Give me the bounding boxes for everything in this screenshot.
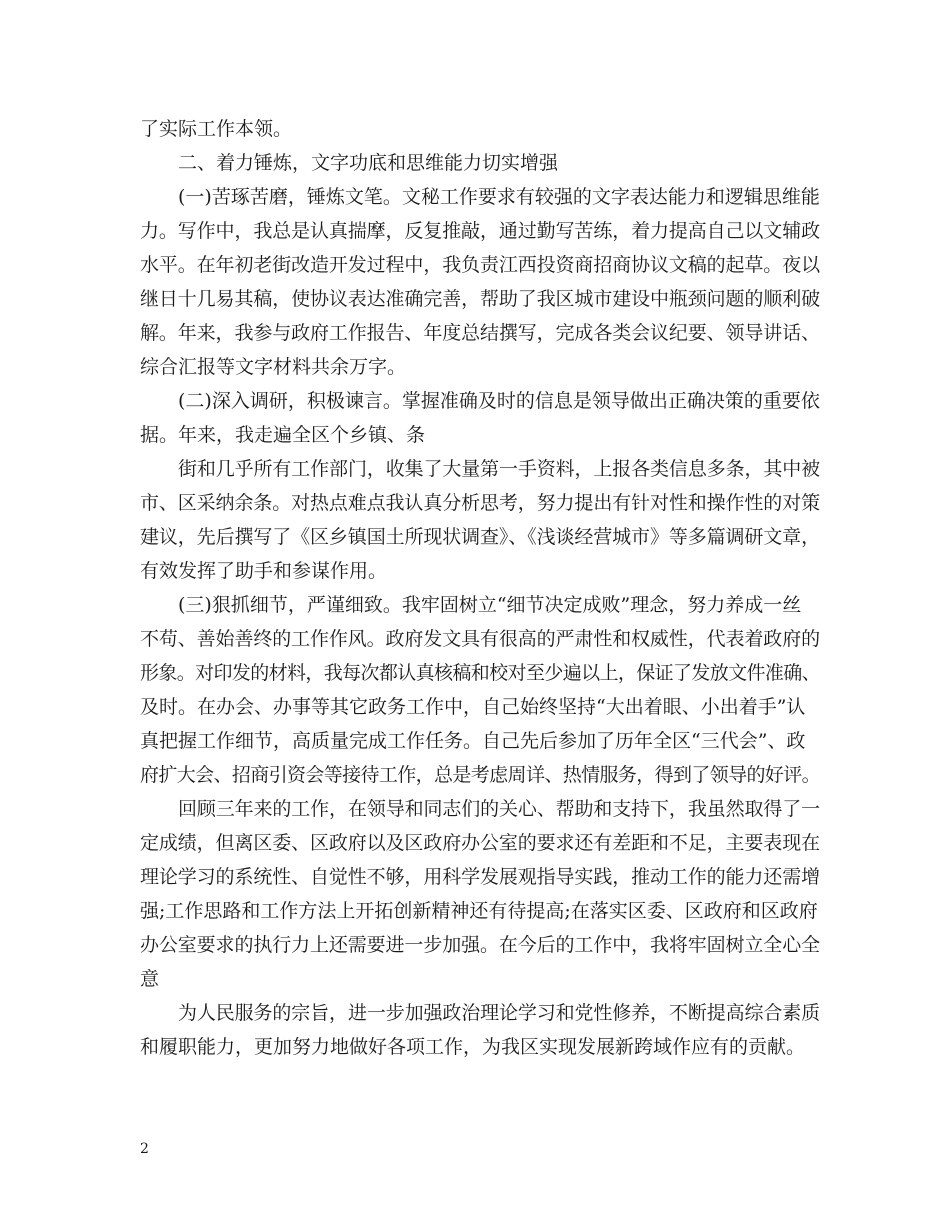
text-line: 据。年来，我走遍全区个乡镇、条 xyxy=(140,424,426,446)
text-line: 力。写作中，我总是认真揣摩，反复推敲，通过勤写苦练，着力提高自己以文辅政 xyxy=(140,220,820,242)
text-line: 了实际工作本领。 xyxy=(140,118,293,140)
text-line: 及时。在办会、办事等其它政务工作中，自己始终坚持“大出着眼、小出着手”认 xyxy=(140,696,806,718)
text-line: (二)深入调研，积极谏言。掌握准确及时的信息是领导做出正确决策的重要依 xyxy=(178,390,820,412)
text-line: 二、着力锤炼，文字功底和思维能力切实增强 xyxy=(178,152,559,174)
text-line: 形象。对印发的材料，我每次都认真核稿和校对至少遍以上，保证了发放文件准确、 xyxy=(140,662,820,684)
document-body xyxy=(140,112,820,1064)
text-line: 综合汇报等文字材料共余万字。 xyxy=(140,356,407,378)
text-line: 府扩大会、招商引资会等接待工作，总是考虑周详、热情服务，得到了领导的好评。 xyxy=(140,764,820,786)
text-line: 真把握工作细节，高质量完成工作任务。自己先后参加了历年全区“三代会”、政 xyxy=(140,730,806,752)
page-number: 2 xyxy=(140,1141,149,1157)
text-line: 理论学习的系统性、自觉性不够，用科学发展观指导实践，推动工作的能力还需增 xyxy=(140,866,820,888)
text-line: 意 xyxy=(140,968,160,990)
text-line: 市、区采纳余条。对热点难点我认真分析思考，努力提出有针对性和操作性的对策 xyxy=(140,492,820,514)
text-line: 街和几乎所有工作部门，收集了大量第一手资料，上报各类信息多条，其中被 xyxy=(178,458,820,480)
text-line: 办公室要求的执行力上还需要进一步加强。在今后的工作中，我将牢固树立全心全 xyxy=(140,934,820,956)
text-line: (三)狠抓细节，严谨细致。我牢固树立“细节决定成败”理念，努力养成一丝 xyxy=(178,594,802,616)
text-line: 建议，先后撰写了《区乡镇国土所现状调查》、《浅谈经营城市》等多篇调研文章， xyxy=(140,526,820,548)
text-line: 继日十几易其稿，使协议表达准确完善，帮助了我区城市建设中瓶颈问题的顺利破 xyxy=(140,288,820,310)
text-line: 和履职能力，更加努力地做好各项工作，为我区实现发展新跨域作应有的贡献。 xyxy=(140,1036,806,1058)
text-line: 定成绩，但离区委、区政府以及区政府办公室的要求还有差距和不足，主要表现在 xyxy=(140,832,820,854)
text-line: 有效发挥了助手和参谋作用。 xyxy=(140,560,388,582)
text-line: 回顾三年来的工作，在领导和同志们的关心、帮助和支持下，我虽然取得了一 xyxy=(178,798,820,820)
text-line: 不苟、善始善终的工作作风。政府发文具有很高的严肃性和权威性，代表着政府的 xyxy=(140,628,820,650)
text-line: (一)苦琢苦磨，锤炼文笔。文秘工作要求有较强的文字表达能力和逻辑思维能 xyxy=(178,186,820,208)
text-line: 水平。在年初老街改造开发过程中，我负责江西投资商招商协议文稿的起草。夜以 xyxy=(140,254,820,276)
text-line: 为人民服务的宗旨，进一步加强政治理论学习和党性修养，不断提高综合素质 xyxy=(178,1002,820,1024)
text-line: 强;工作思路和工作方法上开拓创新精神还有待提高;在落实区委、区政府和区政府 xyxy=(140,900,818,922)
text-line: 解。年来，我参与政府工作报告、年度总结撰写，完成各类会议纪要、领导讲话、 xyxy=(140,322,820,344)
